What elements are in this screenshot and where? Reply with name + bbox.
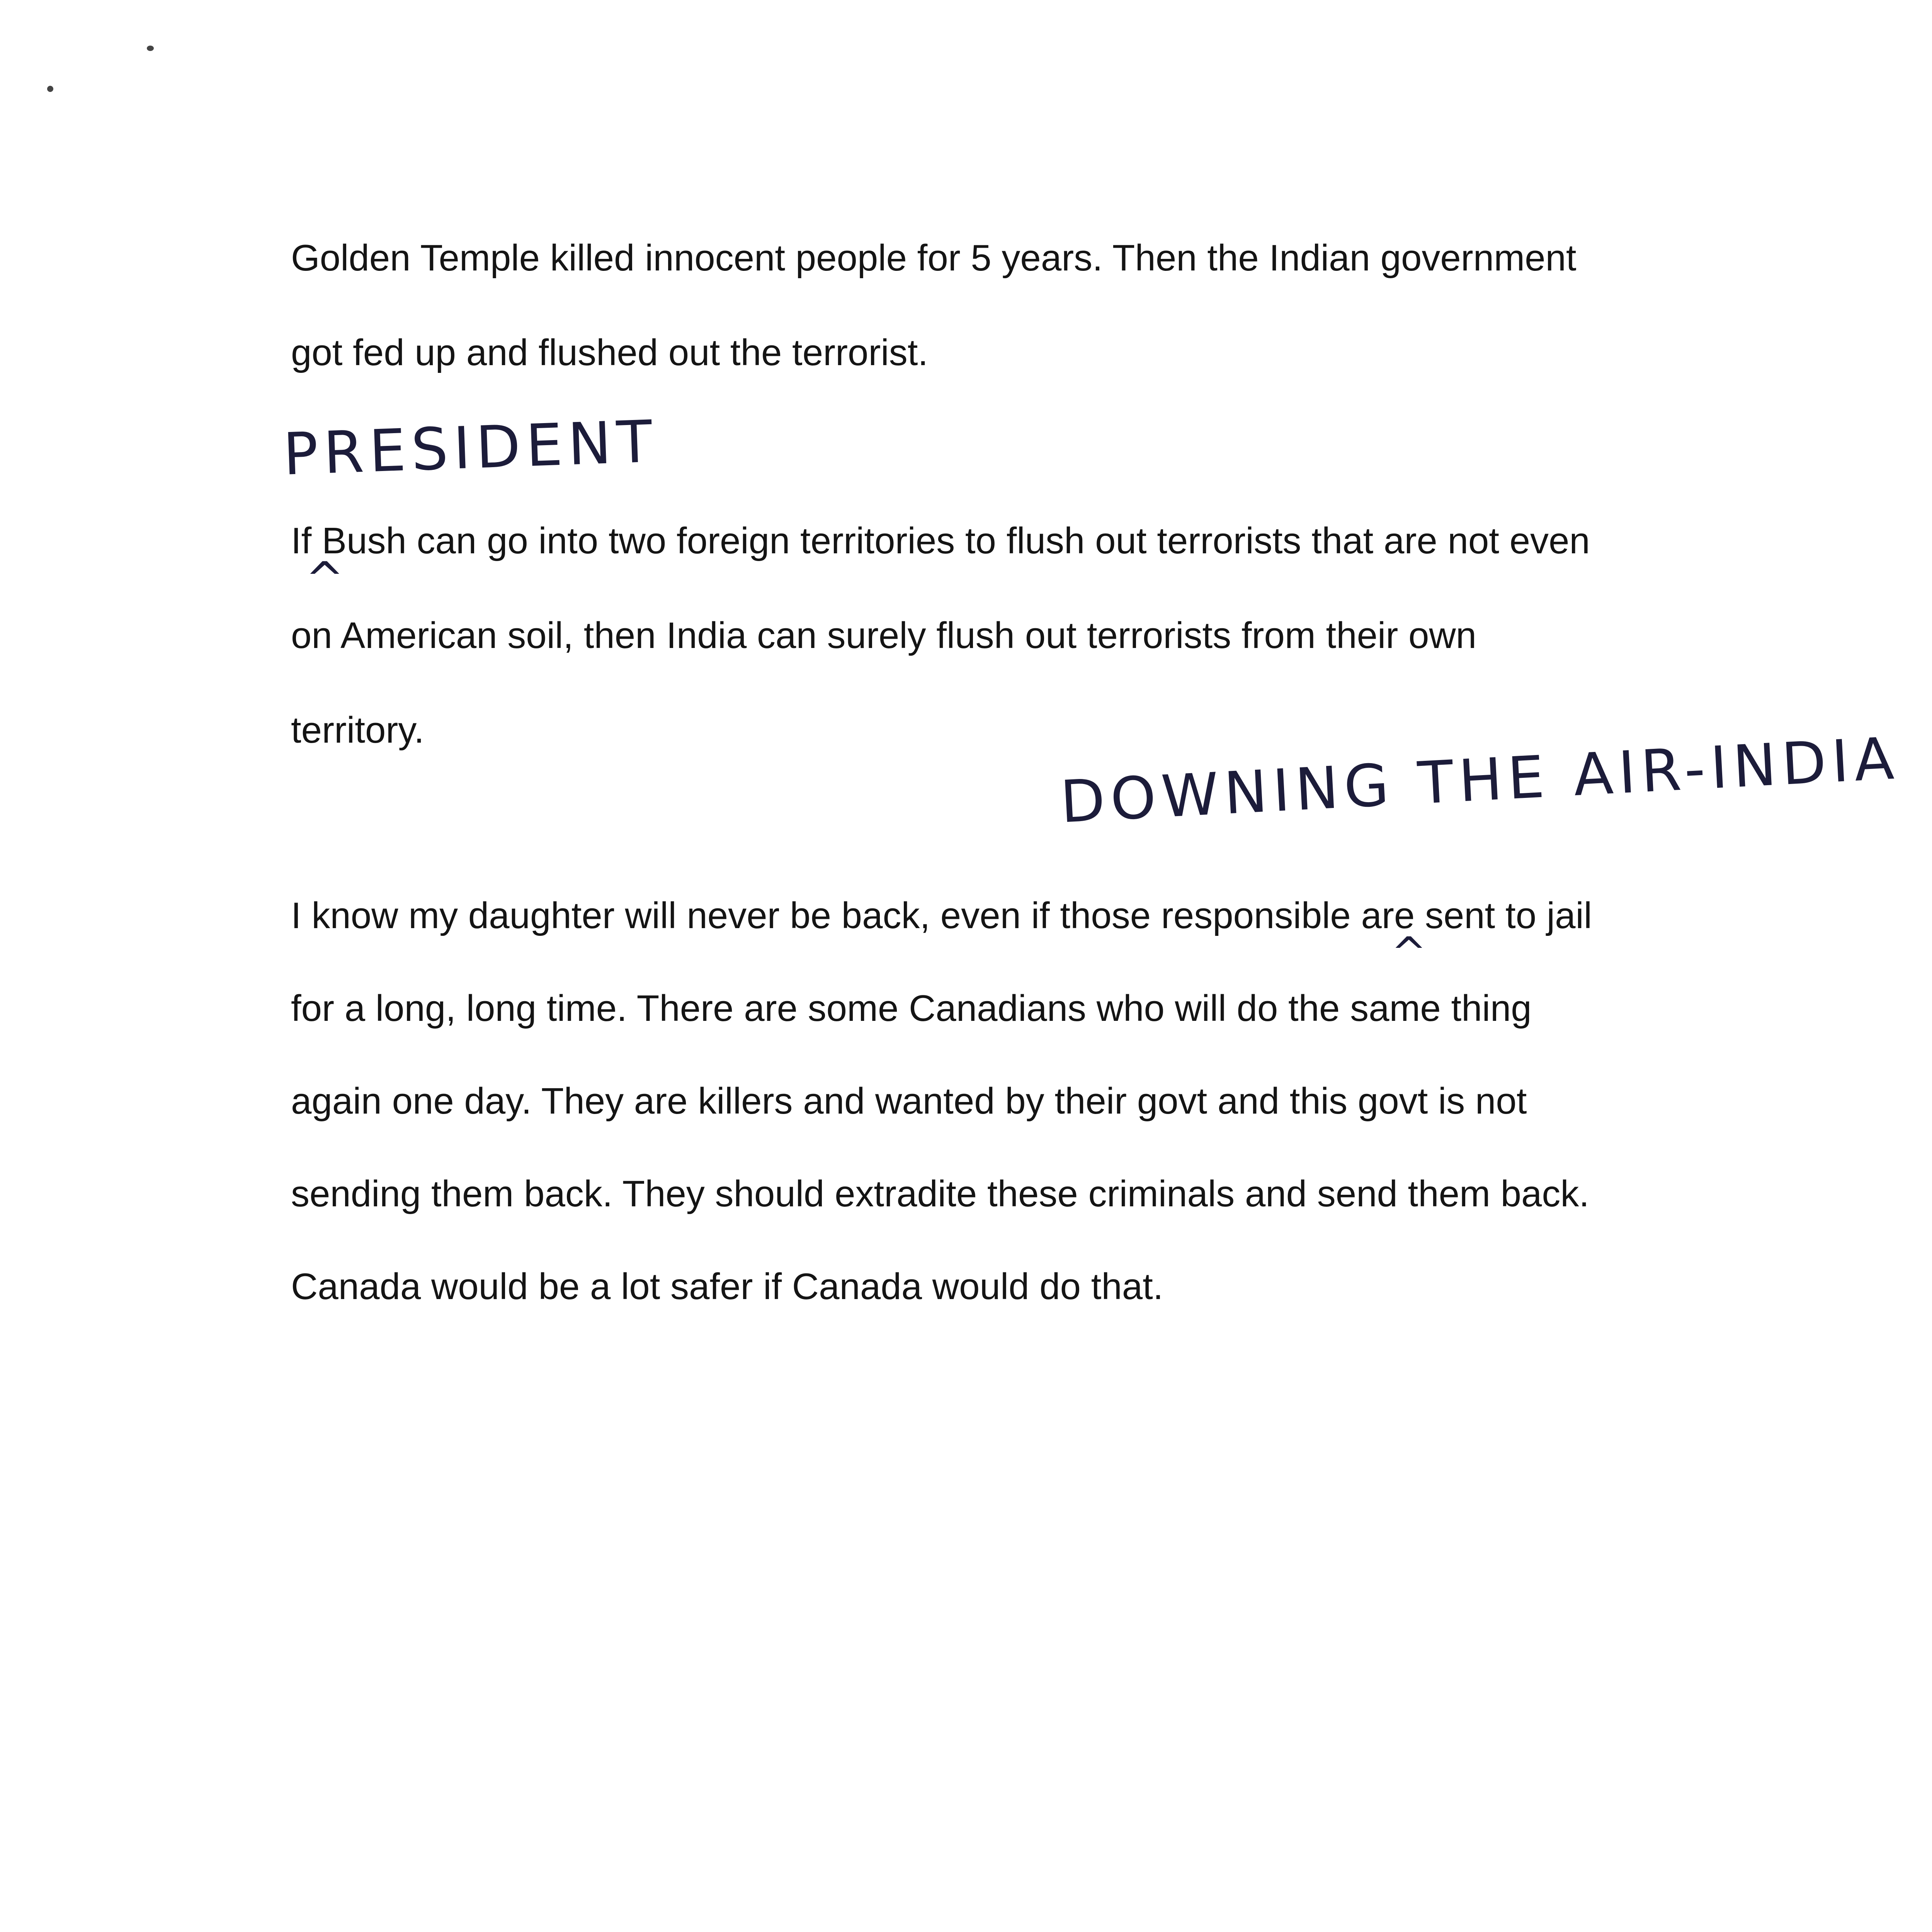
paragraph-2-line-2: on American soil, then India can surely flush out terrorists from their own [291, 615, 1477, 656]
paragraph-3-line-5: Canada would be a lot safer if Canada would do that. [291, 1266, 1163, 1307]
handwritten-insert-president: PRESIDENT [282, 408, 659, 488]
handwritten-insert-downing-the-air-india: DOWNING THE AIR-INDIA [1059, 725, 1901, 836]
paragraph-3-line-3: again one day. They are killers and wanted by their govt and this govt is not [291, 1080, 1527, 1122]
scan-speck [147, 46, 154, 51]
insertion-caret: ^ [305, 553, 344, 606]
paragraph-2-line-3: territory. [291, 709, 424, 751]
paragraph-1-line-2: got fed up and flushed out the terrorist. [291, 332, 929, 373]
paragraph-3-line-2: for a long, long time. There are some Canadians who will do the same thing [291, 988, 1532, 1029]
paragraph-3-line-4: sending them back. They should extradite these criminals and send them back. [291, 1173, 1590, 1214]
paragraph-3-line-1: I know my daughter will never be back, even if those responsible are sent to jail [291, 895, 1592, 936]
insertion-caret: ^ [1391, 928, 1427, 977]
paragraph-2-line-1: If Bush can go into two foreign territories to flush out terrorists that are not even [291, 520, 1590, 561]
paragraph-1-line-1: Golden Temple killed innocent people for 5 years. Then the Indian government [291, 237, 1577, 279]
scan-speck [47, 86, 53, 92]
